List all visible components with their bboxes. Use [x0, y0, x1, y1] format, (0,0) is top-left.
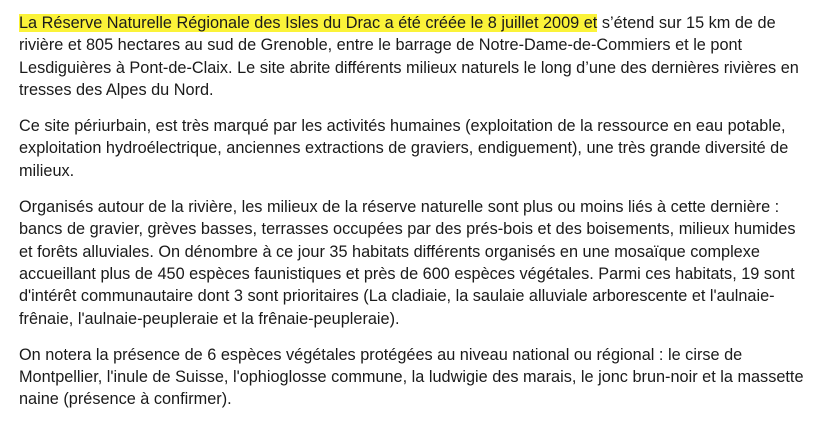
paragraph-context	[19, 115, 811, 182]
paragraph-text: s’étend sur 15 km de de rivière et 805 hectares au sud de Grenoble, entre le barrage de Notre-Dame-de-Commiers et le pont Lesdiguières à Pont-de-Claix. Le site abrite différents milieux naturels le long d’une des dernières rivières en tresses des Alpes du Nord.	[19, 14, 799, 99]
paragraph-protected-species	[19, 344, 811, 411]
paragraph-text: Organisés autour de la rivière, les milieux de la réserve naturelle sont plus ou moins liés à cette dernière : bancs de gravier, grèves basses, terrasses occupées par des prés-bois et des boisements, milieux humides et forêts alluviales. On dénombre à ce jour 35 habitats différents organisés en une mosaïque complexe accueillant plus de 450 espèces faunistiques et près de 600 espèces végétales. Parmi ces habitats, 19 sont d'intérêt communautaire dont 3 sont prioritaires (La cladiaie, la saulaie alluviale arborescente et l'aulnaie-frênaie, l'aulnaie-peupleraie et la frênaie-peupleraie).	[19, 198, 796, 328]
paragraph-intro	[19, 12, 811, 101]
paragraph-text: On notera la présence de 6 espèces végétales protégées au niveau national ou régional : le cirse de Montpellier, l'inule de Suisse, l'ophioglosse commune, la ludwigie des marais, le jonc brun-noir et la massette naine (présence à confirmer).	[19, 345, 804, 409]
paragraph-habitats	[19, 196, 811, 330]
document-body	[19, 12, 811, 425]
paragraph-text: Ce site périurbain, est très marqué par les activités humaines (exploitation de la ressource en eau potable, exploitation hydroélectrique, anciennes extractions de graviers, endiguement), une très grande diversité de milieux.	[19, 117, 789, 180]
highlighted-text: La Réserve Naturelle Régionale des Isles du Drac a été créée le 8 juillet 2009 et	[19, 14, 598, 32]
